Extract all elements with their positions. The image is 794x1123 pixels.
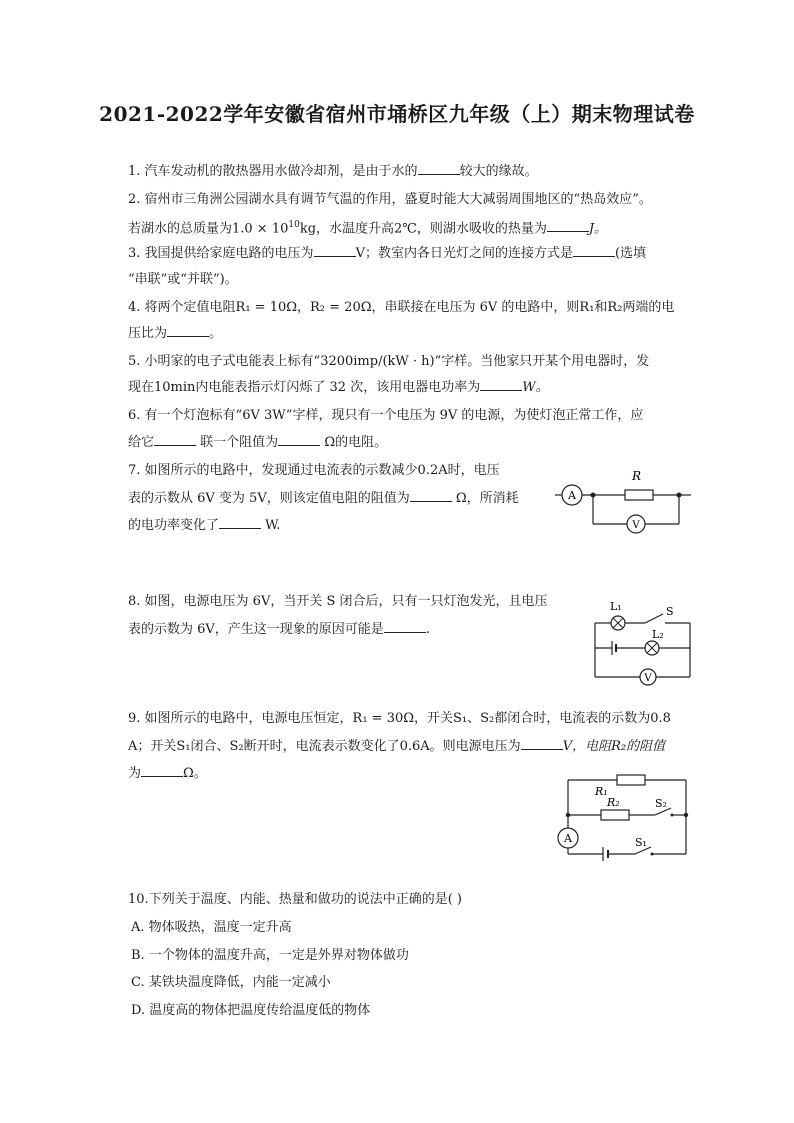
question-2-line-2: 若湖水的总质量为$1.0 \times 10^{10}kg$，水温度升高2℃，则湖水吸收的热量为 J。: [128, 212, 607, 242]
circuit-diagram-q9: [555, 770, 695, 862]
question-number: 4.: [128, 300, 141, 315]
option-c[interactable]: C. 某铁块温度降低，内能一定减小: [131, 975, 331, 990]
question-number: 8.: [128, 594, 141, 609]
ammeter-label: A: [568, 489, 576, 502]
question-7-line-2: 表的示数从 6V 变为 5V，则该定值电阻的阻值为 Ω，所消耗: [128, 485, 519, 512]
circuit-diagram-q8: [590, 597, 700, 689]
resistor-r2: [601, 810, 629, 820]
answer-blank[interactable]: [547, 217, 589, 232]
question-8: 8. 如图，电源电压为 6V，当开关 S 闭合后，只有一只灯泡发光，且电压: [128, 594, 548, 609]
question-9-line-3: 为 Ω。: [128, 760, 207, 787]
question-2: 2. 宿州市三角洲公园湖水具有调节气温的作用，盛夏时能大大减弱周围地区的“热岛效应”。: [128, 192, 652, 207]
question-4: 4. 将两个定值电阻R₁ = 10Ω，R₂ = 20Ω，串联接在电压为 6V 的电路中，则R₁和R₂两端的电: [128, 300, 675, 315]
question-number: 9.: [128, 711, 141, 726]
question-number: 7.: [128, 463, 141, 478]
resistor-r1: [617, 775, 645, 785]
switch-label: S: [666, 605, 674, 618]
answer-blank[interactable]: [154, 431, 196, 446]
question-7-line-3: 的电功率变化了 W.: [128, 512, 280, 539]
question-5-line-2: 现在10min内电能表指示灯闪烁了 32 次，该用电器电功率为 W。: [128, 374, 549, 401]
r2-label: R₂: [607, 796, 620, 809]
question-3: 3. 我国提供给家庭电路的电压为 V；教室内各日光灯之间的连接方式是 (选填: [128, 240, 646, 267]
option-d[interactable]: D. 温度高的物体把温度传给温度低的物体: [131, 1003, 371, 1018]
answer-blank[interactable]: [418, 160, 460, 175]
question-5: 5. 小明家的电子式电能表上标有“3200imp/(kW · h)”字样。当他家只开某个用电器时，发: [128, 354, 650, 369]
question-6-line-2: 给它 联一个阻值为 Ω的电阻。: [128, 429, 387, 456]
resistor-label: R: [632, 469, 642, 483]
answer-blank[interactable]: [573, 242, 615, 257]
question-3-line-2: “串联”或“并联”)。: [128, 272, 238, 287]
question-1: 1. 汽车发动机的散热器用水做冷却剂，是由于水的 较大的缘故。: [128, 158, 538, 185]
question-4-line-2: 压比为 。: [128, 320, 222, 347]
question-6: 6. 有一个灯泡标有“6V 3W”字样，现只有一个电压为 9V 的电源，为使灯泡正常工作，应: [128, 408, 644, 423]
answer-blank[interactable]: [384, 618, 426, 633]
question-9: 9. 如图所示的电路中，电源电压恒定，R₁ = 30Ω，开关S₁、S₂都闭合时，电流表的示数为0.8: [128, 711, 671, 726]
ammeter-label: A: [564, 832, 572, 845]
page-title: 2021-2022学年安徽省宿州市埇桥区九年级（上）期末物理试卷: [99, 102, 695, 126]
answer-blank[interactable]: [480, 376, 522, 391]
s1-label: S₁: [635, 836, 647, 849]
voltmeter-label: V: [644, 673, 652, 684]
question-9-line-2: A；开关S₁闭合、S₂断开时，电流表示数变化了0.6A。则电源电压为 V，电阻R₂的阻值: [128, 733, 665, 760]
option-b[interactable]: B. 一个物体的温度升高，一定是外界对物体做功: [131, 948, 409, 963]
question-10: 10.下列关于温度、内能、热量和做功的说法中正确的是( ): [128, 892, 462, 907]
answer-blank[interactable]: [410, 487, 452, 502]
question-number: 6.: [128, 408, 141, 423]
r1-label: R₁: [595, 785, 608, 798]
question-7: 7. 如图所示的电路中，发现通过电流表的示数减少0.2A时，电压: [128, 463, 500, 478]
option-a[interactable]: A. 物体吸热，温度一定升高: [131, 920, 292, 935]
answer-blank[interactable]: [141, 762, 183, 777]
switch-s: [645, 614, 663, 623]
question-8-line-2: 表的示数为 6V，产生这一现象的原因可能是 .: [128, 616, 430, 643]
lamp-2-label: L₂: [652, 628, 664, 641]
question-number: 5.: [128, 354, 141, 369]
answer-blank[interactable]: [521, 735, 563, 750]
answer-blank[interactable]: [314, 242, 356, 257]
resistor: [625, 490, 653, 500]
question-number: 2.: [128, 192, 141, 207]
answer-blank[interactable]: [167, 322, 209, 337]
answer-blank[interactable]: [219, 514, 261, 529]
s2-label: S₂: [655, 797, 667, 810]
voltmeter-label: V: [632, 520, 640, 531]
question-number: 3.: [128, 246, 141, 261]
question-number: 1.: [128, 164, 141, 179]
answer-blank[interactable]: [278, 431, 320, 446]
circuit-diagram-q7: [555, 466, 705, 538]
lamp-1-label: L₁: [610, 600, 622, 613]
